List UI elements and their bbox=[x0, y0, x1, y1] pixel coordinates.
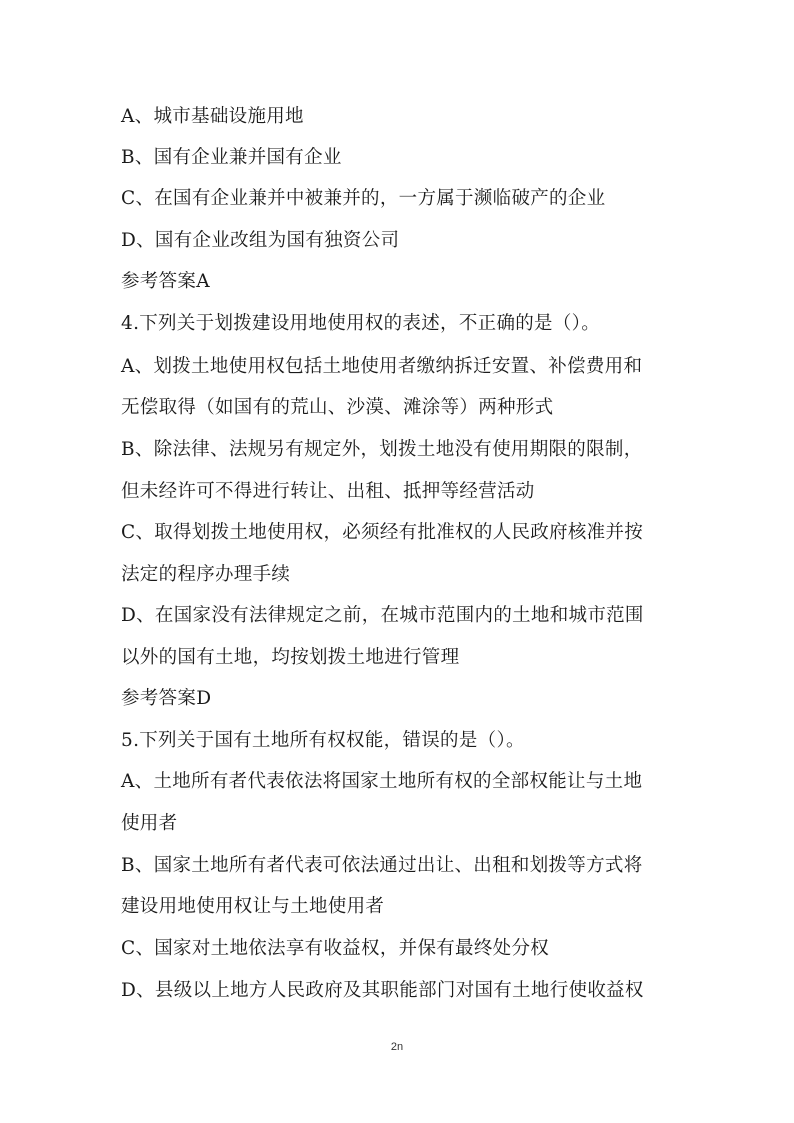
option-b-line: B、国有企业兼并国有企业 bbox=[121, 147, 342, 168]
q5-option-d-line: D、县级以上地方人民政府及其职能部门对国有土地行使收益权 bbox=[121, 980, 644, 1001]
q5-option-a-line: A、土地所有者代表依法将国家土地所有权的全部权能让与土地 bbox=[121, 771, 643, 792]
q5-option-a-continued-line: 使用者 bbox=[121, 813, 178, 834]
question-5-line: 5.下列关于国有土地所有权权能，错误的是（）。 bbox=[121, 730, 525, 751]
option-d-line: D、国有企业改组为国有独资公司 bbox=[121, 230, 400, 251]
q4-option-b-line: B、除法律、法规另有规定外，划拨土地没有使用期限的限制， bbox=[121, 439, 643, 460]
option-c-line: C、在国有企业兼并中被兼并的，一方属于濒临破产的企业 bbox=[121, 188, 606, 209]
q4-option-a-continued-line: 无偿取得（如国有的荒山、沙漠、滩涂等）两种形式 bbox=[121, 397, 554, 418]
q4-option-d-line: D、在国家没有法律规定之前，在城市范围内的土地和城市范围 bbox=[121, 605, 644, 626]
q5-option-c-line: C、国家对土地依法享有收益权，并保有最终处分权 bbox=[121, 938, 550, 959]
page-number: 2n bbox=[390, 1041, 404, 1053]
q4-option-b-continued-line: 但未经许可不得进行转让、出租、抵押等经营活动 bbox=[121, 481, 535, 502]
q5-option-b-line: B、国家土地所有者代表可依法通过出让、出租和划拨等方式将 bbox=[121, 855, 643, 876]
q4-option-a-line: A、划拨土地使用权包括土地使用者缴纳拆迁安置、补偿费用和 bbox=[121, 356, 643, 377]
q4-answer-line: 参考答案D bbox=[121, 688, 212, 709]
question-4-line: 4.下列关于划拨建设用地使用权的表述，不正确的是（）。 bbox=[121, 313, 601, 334]
option-a-line: A、城市基础设施用地 bbox=[121, 106, 304, 127]
q4-option-c-line: C、取得划拨土地使用权，必须经有批准权的人民政府核准并按 bbox=[121, 522, 644, 543]
q4-option-c-continued-line: 法定的程序办理手续 bbox=[121, 564, 291, 585]
answer-line: 参考答案A bbox=[121, 271, 210, 292]
q4-option-d-continued-line: 以外的国有土地，均按划拨土地进行管理 bbox=[121, 647, 460, 668]
q5-option-b-continued-line: 建设用地使用权让与土地使用者 bbox=[121, 896, 385, 917]
